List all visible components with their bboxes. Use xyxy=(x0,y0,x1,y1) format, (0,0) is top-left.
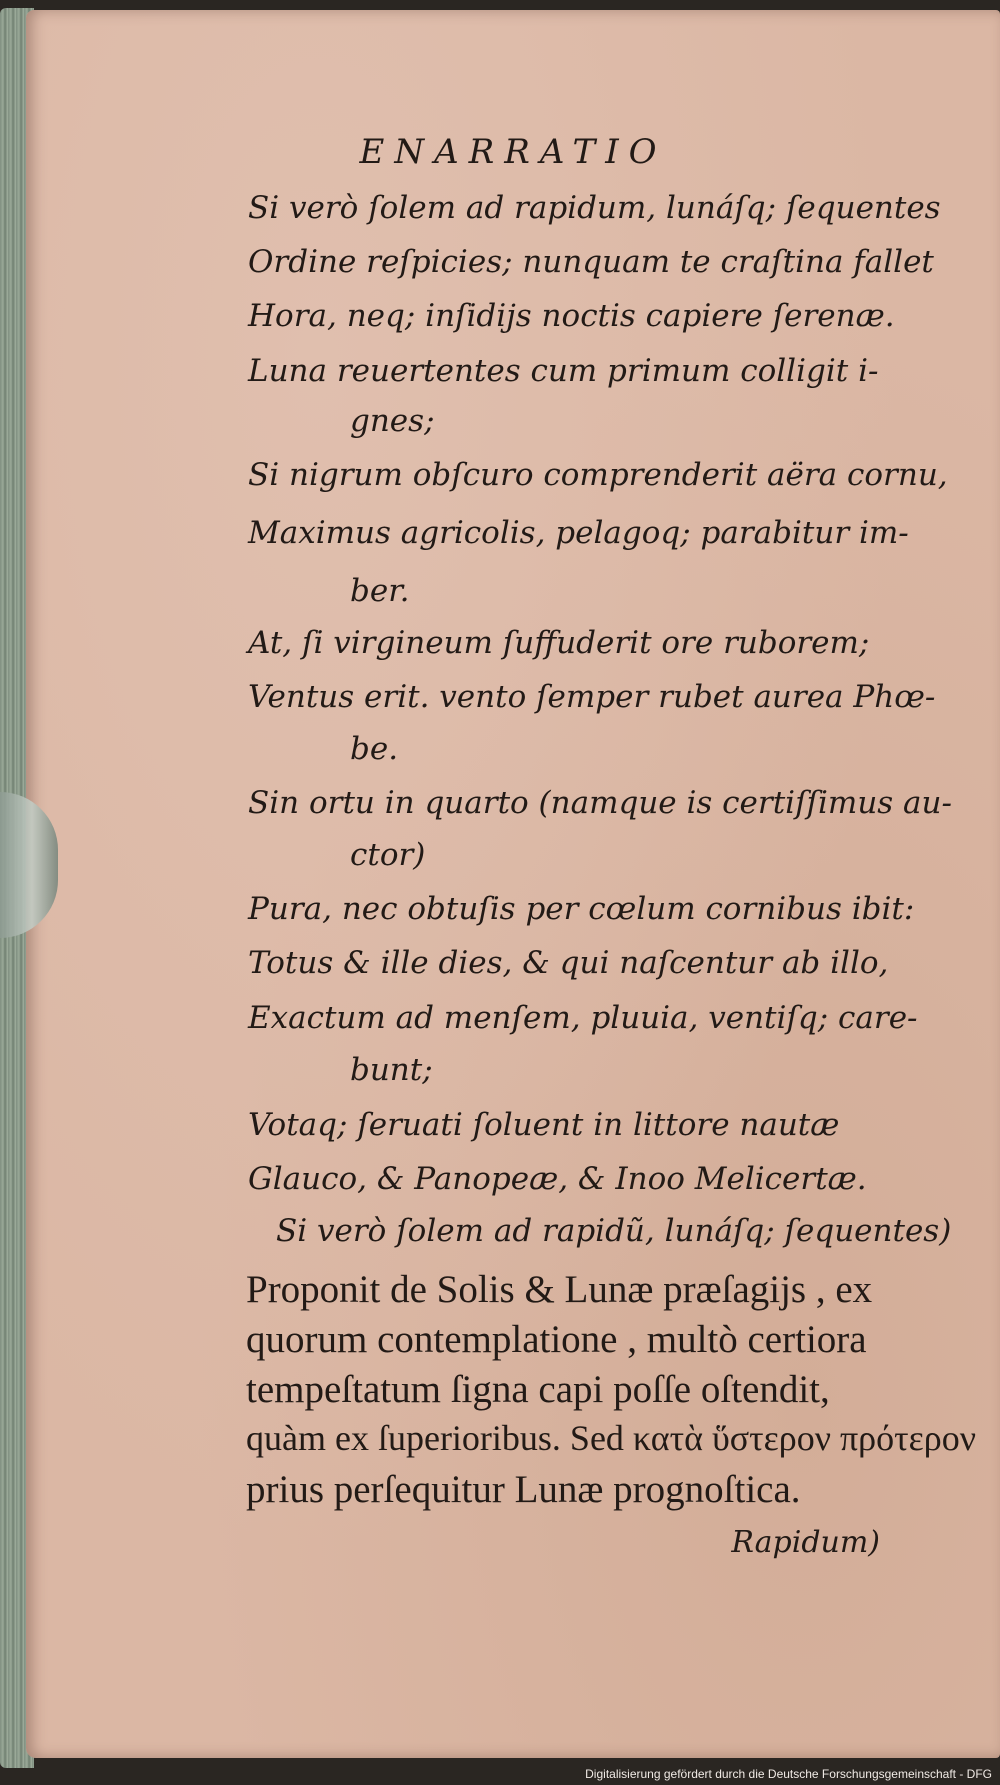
catchword: Rapidum) xyxy=(731,1525,880,1560)
verse-line: be. xyxy=(350,731,399,767)
verse-line: Si nigrum obſcuro comprenderit aëra cornu, xyxy=(248,457,948,493)
verse-line: Si verò ſolem ad rapidũ, lunáſq; ſequentes) xyxy=(276,1213,952,1249)
verse-line: Si verò ſolem ad rapidum, lunáſq; ſequentes xyxy=(248,190,941,226)
page xyxy=(26,10,1000,1758)
page-text xyxy=(26,10,1000,1758)
verse-line: Votaq; ſeruati ſoluent in littore nautæ xyxy=(248,1107,840,1143)
verse-line: gnes; xyxy=(350,403,435,439)
prose-line: Proponit de Solis & Lunæ præſagijs , ex xyxy=(246,1268,873,1311)
verse-line: Luna reuertentes cum primum colligit i- xyxy=(248,353,879,389)
verse-line: Ordine reſpicies; nunquam te craſtina fallet xyxy=(248,244,934,280)
verse-line: Ventus erit. vento ſemper rubet aurea Phœ- xyxy=(248,679,936,715)
prose-line: prius perſequitur Lunæ prognoſtica. xyxy=(246,1468,801,1511)
verse-line: Pura, nec obtuſis per cœlum cornibus ibit: xyxy=(248,891,915,927)
verse-line: bunt; xyxy=(350,1052,433,1088)
digitization-credit: Digitalisierung gefördert durch die Deutsche Forschungsgemeinschaft - DFG xyxy=(585,1767,992,1781)
verse-line: Glauco, & Panopeæ, & Inoo Melicertæ. xyxy=(248,1161,867,1197)
verse-line: Exactum ad menſem, pluuia, ventiſq; care- xyxy=(248,1000,918,1036)
verse-line: Maximus agricolis, pelagoq; parabitur im- xyxy=(248,515,909,551)
prose-line: quorum contemplatione , multò certiora xyxy=(246,1318,867,1361)
verse-line: ber. xyxy=(350,573,410,609)
prose-line: tempeſtatum ſigna capi poſſe oſtendit, xyxy=(246,1368,830,1411)
verse-line: Totus & ille dies, & qui naſcentur ab illo, xyxy=(248,945,889,981)
verse-line: ctor) xyxy=(350,837,426,873)
prose-line: quàm ex ſuperioribus. Sed κατὰ ὕστερον πρότερον xyxy=(246,1418,976,1458)
page-heading: ENARRATIO xyxy=(359,132,667,172)
verse-line: Sin ortu in quarto (namque is certiſſimus au- xyxy=(248,785,952,821)
verse-line: At, ſi virgineum ſuffuderit ore ruborem; xyxy=(248,625,870,661)
verse-line: Hora, neq; inſidijs noctis capiere ſerenæ. xyxy=(248,298,895,334)
